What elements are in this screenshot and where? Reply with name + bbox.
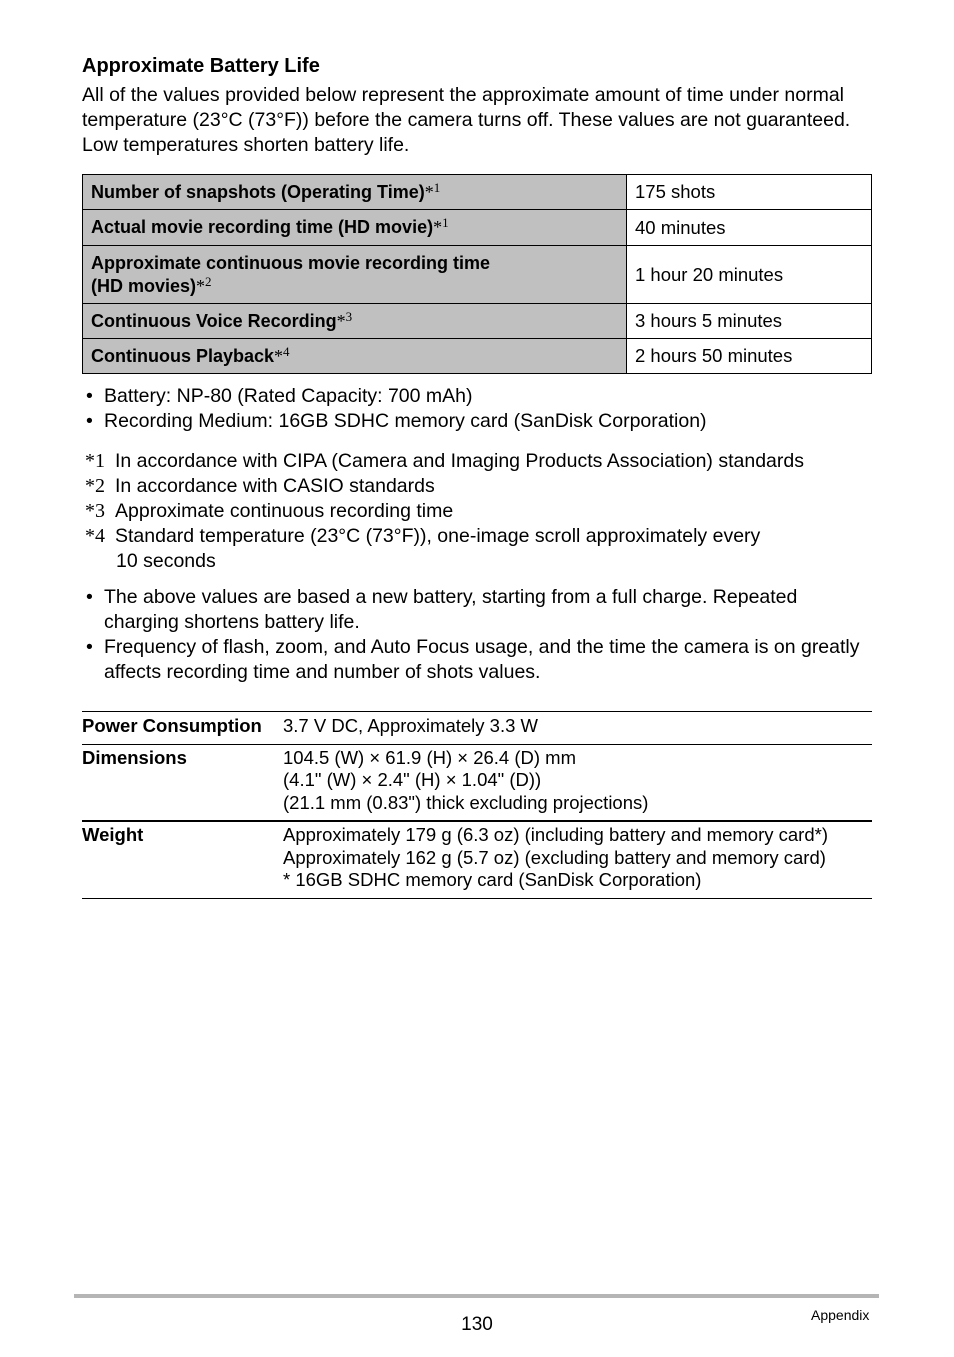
page-number: 130 (461, 1314, 493, 1335)
label-text: Number of snapshots (Operating Time) (91, 181, 425, 202)
intro-paragraph: All of the values provided below represent the approximate amount of time under normal temperature (23°C (73°F)) before the camera turns off. These values are not guaranteed. Low temperatures shorten battery life. (82, 84, 851, 156)
spec-line: Approximately 179 g (6.3 oz) (including battery and memory card*) (283, 824, 828, 845)
list-item: • Frequency of flash, zoom, and Auto Focus usage, and the time the camera is on greatly affects recording time and number of shots values. (82, 635, 872, 685)
table-row (83, 246, 872, 304)
table-row (83, 210, 872, 246)
spec-value (283, 821, 872, 898)
row-value: 175 shots (627, 175, 872, 210)
footnotes (82, 449, 872, 574)
section-name: Appendix (811, 1307, 870, 1323)
footnote-number: *4 (85, 525, 105, 547)
section-heading: Approximate Battery Life (82, 55, 320, 77)
footer-divider (74, 1294, 879, 1298)
footnote-continuation: 10 seconds (116, 550, 216, 572)
row-label (83, 304, 627, 339)
row-label (83, 175, 627, 210)
footnote-star: * (274, 345, 284, 366)
label-text: (HD movies) (91, 275, 197, 296)
footnote-item (82, 499, 872, 524)
footnote-star: * (433, 217, 443, 237)
footnote-item (82, 449, 872, 474)
table-row (83, 339, 872, 374)
spec-line: * 16GB SDHC memory card (SanDisk Corporation) (283, 869, 702, 890)
footnote-text: Standard temperature (23°C (73°F)), one-image scroll approximately every (115, 525, 761, 547)
label-text: Continuous Playback (91, 345, 275, 366)
footnote-star: * (196, 275, 206, 296)
table-row (83, 175, 872, 210)
list-item: • Recording Medium: 16GB SDHC memory card (SanDisk Corporation) (82, 409, 872, 434)
table-row (82, 712, 872, 745)
row-label (83, 339, 627, 374)
spec-line: (21.1 mm (0.83") thick excluding projections) (283, 791, 649, 813)
footnote-mark: 3 (345, 308, 353, 324)
row-label (83, 246, 627, 304)
table-row (82, 821, 872, 898)
footnote-mark: 1 (433, 179, 441, 195)
spec-value: 3.7 V DC, Approximately 3.3 W (283, 712, 872, 745)
row-label (83, 210, 627, 246)
table-row (82, 744, 872, 821)
footnote-mark: 2 (205, 273, 212, 289)
row-value: 40 minutes (627, 210, 872, 246)
spec-table (82, 711, 872, 899)
label-text: Approximate continuous movie recording time (91, 252, 491, 273)
table-row (83, 304, 872, 339)
footnote-star: * (424, 181, 434, 202)
footnote-text: In accordance with CIPA (Camera and Imaging Products Association) standards (115, 450, 804, 472)
footnote-item (82, 474, 872, 499)
footnote-item (82, 524, 872, 574)
spec-line: Approximately 162 g (5.7 oz) (excluding battery and memory card) (283, 846, 826, 868)
spec-label: Power Consumption (82, 712, 283, 745)
row-value: 2 hours 50 minutes (627, 339, 872, 374)
footnote-mark: 4 (283, 343, 290, 359)
spec-label: Weight (82, 821, 283, 898)
list-item: • Battery: NP-80 (Rated Capacity: 700 mAh) (82, 384, 872, 409)
spec-value (283, 744, 872, 821)
label-text: Continuous Voice Recording (91, 310, 337, 331)
spec-line: 104.5 (W) × 61.9 (H) × 26.4 (D) mm (283, 746, 577, 768)
label-text: Actual movie recording time (HD movie) (91, 217, 434, 237)
remarks-list (82, 585, 872, 685)
footnote-mark: 1 (442, 215, 449, 230)
spec-line: (4.1" (W) × 2.4" (H) × 1.04" (D)) (283, 769, 542, 790)
footnote-number: *3 (85, 500, 105, 522)
row-value: 3 hours 5 minutes (627, 304, 872, 339)
row-value: 1 hour 20 minutes (627, 246, 872, 304)
footnote-number: *1 (85, 450, 105, 472)
footnote-number: *2 (85, 475, 105, 497)
spec-label: Dimensions (82, 744, 283, 821)
conditions-list (82, 384, 872, 434)
footnote-text: Approximate continuous recording time (115, 500, 454, 522)
list-item: • The above values are based a new battery, starting from a full charge. Repeated charging shortens battery life. (82, 585, 872, 635)
footnote-star: * (336, 310, 346, 331)
battery-life-table (82, 174, 872, 374)
footnote-text: In accordance with CASIO standards (115, 475, 435, 497)
